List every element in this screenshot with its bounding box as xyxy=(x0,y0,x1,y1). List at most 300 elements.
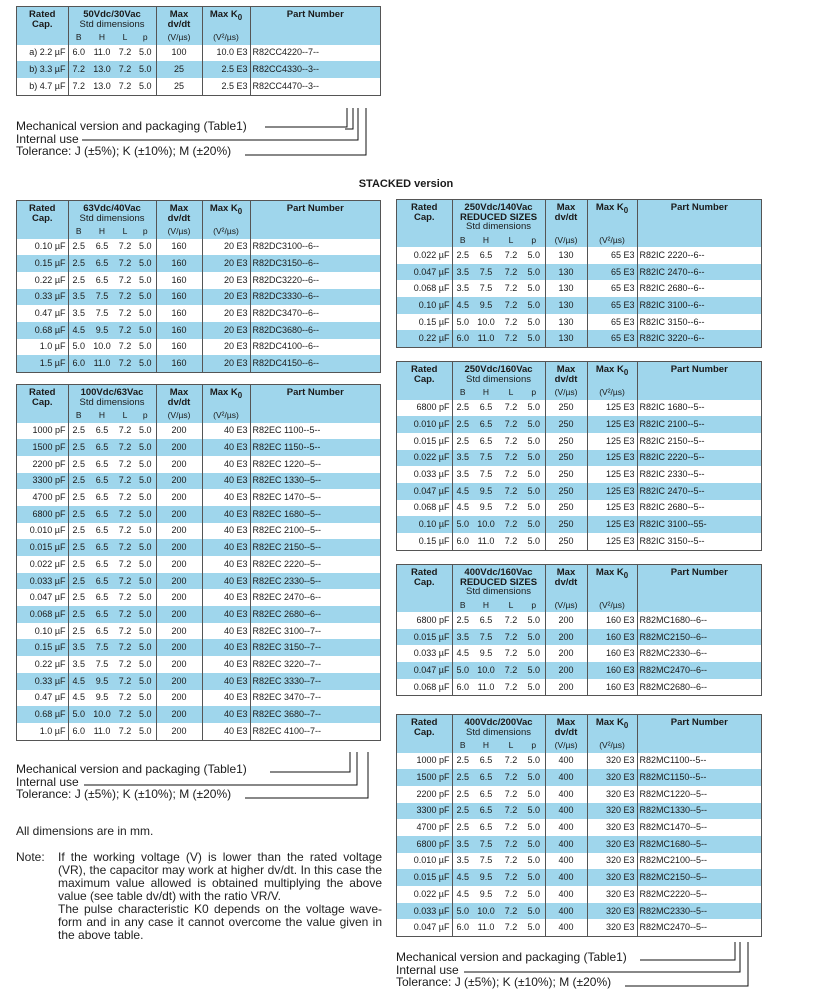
table-cell: 320 E3 xyxy=(587,886,637,903)
table-cell: 40 E3 xyxy=(202,690,250,707)
table-row xyxy=(397,314,761,331)
table-cell: 7.2 xyxy=(499,450,523,467)
table-cell: 130 xyxy=(545,247,587,264)
table-cell: 2.5 xyxy=(68,473,89,490)
table-cell: 7.2 xyxy=(115,523,135,540)
table-cell: 5.0 xyxy=(523,533,545,550)
table-cell: 250 xyxy=(545,516,587,533)
table-cell: 1.0 µF xyxy=(17,339,68,356)
table-cell: 10.0 E3 xyxy=(202,45,250,62)
table-cell: 6.5 xyxy=(89,573,115,590)
table-cell: 200 xyxy=(156,589,202,606)
table-cell: 7.2 xyxy=(115,439,135,456)
table-cell: 7.5 xyxy=(473,836,499,853)
table-cell: 5.0 xyxy=(135,690,156,707)
table-cell: 20 E3 xyxy=(202,239,250,256)
table-cell: R82EC 1330--5-- xyxy=(250,473,380,490)
table-400v: Rated Cap. 400Vdc/200Vac Std dimensions Max dv/dt Max $K_0$ Part Number B H L p (V/µs) (V²/µs) 1000 pF 2.5 6.5 7.2 5.0 400 320 E3 R82MC1100--5-- 1500 pF 2.5 6.5 7.2 5.0 400 320 E3 R82MC1150--5-- 2200 pF 2.5 6.5 7.2 5.0 400 320 E3 R82MC1220--5-- 3300 pF 2.5 6.5 7.2 5.0 400 320 E3 R82MC1330--5-- 4700 pF 2.5 6.5 7.2 5.0 400 320 E3 R82MC1470--5-- 6800 pF 3.5 7.5 7.2 5.0 400 320 E3 R82MC1680--5-- 0.010 µF 3.5 7.5 7.2 5.0 400 320 E3 R82MC2100--5-- 0.015 µF 4.5 9.5 7.2 5.0 400 320 E3 R82MC2150--5-- 0.022 µF 4.5 9.5 7.2 5.0 400 320 E3 R82MC2220--5-- 0.033 µF 5.0 10.0 7.2 5.0 400 320 E3 R82MC2330--5-- 0.047 µF 6.0 11.0 7.2 5.0 400 320 E3 R82MC2470--5-- xyxy=(396,714,762,937)
section-caption: STACKED version xyxy=(358,178,454,190)
table-cell: 6.5 xyxy=(89,423,115,440)
table-cell: 5.0 xyxy=(135,355,156,372)
table-cell: R82EC 2150--5-- xyxy=(250,539,380,556)
table-cell: 2.5 xyxy=(68,556,89,573)
table-cell: 7.2 xyxy=(115,322,135,339)
table-cell: 200 xyxy=(156,573,202,590)
table-cell: 7.2 xyxy=(499,533,523,550)
table-row xyxy=(17,673,380,690)
table-cell: 7.5 xyxy=(89,656,115,673)
table-row xyxy=(397,450,761,467)
table-cell: 200 xyxy=(545,662,587,679)
table-row xyxy=(17,489,380,506)
table-cell: 40 E3 xyxy=(202,523,250,540)
table-cell: 7.2 xyxy=(499,466,523,483)
table-cell: 3.5 xyxy=(68,639,89,656)
table-cell: R82EC 2470--6-- xyxy=(250,589,380,606)
table-cell: 5.0 xyxy=(135,489,156,506)
table-cell: 5.0 xyxy=(135,673,156,690)
table-cell: 7.2 xyxy=(115,589,135,606)
table-cell: 7.2 xyxy=(499,612,523,629)
table-cell: 200 xyxy=(156,489,202,506)
table-cell: 7.2 xyxy=(115,239,135,256)
table-cell: 5.0 xyxy=(523,483,545,500)
table-row xyxy=(17,706,380,723)
table-row xyxy=(397,786,761,803)
table-cell: R82IC 3150--6-- xyxy=(637,314,761,331)
table-cell: 160 xyxy=(156,355,202,372)
table-cell: 2.5 xyxy=(452,803,473,820)
table-cell: 6.5 xyxy=(89,439,115,456)
table-row xyxy=(17,423,380,440)
table-row xyxy=(17,606,380,623)
table-cell: R82EC 3330--7-- xyxy=(250,673,380,690)
table-cell: 0.47 µF xyxy=(17,690,68,707)
table-cell: 160 E3 xyxy=(587,662,637,679)
table-cell: 5.0 xyxy=(135,289,156,306)
table-cell: 5.0 xyxy=(135,706,156,723)
table-cell: 5.0 xyxy=(68,706,89,723)
legend-middle: Mechanical version and packaging (Table1) Internal use Tolerance: J (±5%); K (±10%); M (±20%) xyxy=(16,762,247,801)
table-cell: R82IC 2150--5-- xyxy=(637,433,761,450)
table-cell: 7.2 xyxy=(499,247,523,264)
table-cell: R82MC1680--5-- xyxy=(637,836,761,853)
table-cell: 3.5 xyxy=(452,853,473,870)
table-cell: 7.5 xyxy=(473,264,499,281)
table-cell: R82DC3220--6-- xyxy=(250,272,380,289)
table-cell: 4.5 xyxy=(68,322,89,339)
table-cell: 6.5 xyxy=(473,803,499,820)
table-cell: 2.5 xyxy=(452,416,473,433)
table-cell: 5.0 xyxy=(135,322,156,339)
table-cell: 6.5 xyxy=(473,786,499,803)
table-cell: 7.2 xyxy=(499,400,523,417)
table-cell: 2.5 xyxy=(68,423,89,440)
table-cell: 2.5 xyxy=(68,456,89,473)
table-cell: 5.0 xyxy=(135,623,156,640)
table-row xyxy=(397,533,761,550)
table-cell: 7.2 xyxy=(115,723,135,740)
table-cell: 7.2 xyxy=(115,355,135,372)
table-cell: 125 E3 xyxy=(587,466,637,483)
table-cell: 6.0 xyxy=(68,723,89,740)
table-cell: R82EC 1220--5-- xyxy=(250,456,380,473)
table-cell: R82EC 3680--7-- xyxy=(250,706,380,723)
table-cell: 5.0 xyxy=(523,400,545,417)
table-row xyxy=(17,473,380,490)
table-cell: R82IC 3100--6-- xyxy=(637,297,761,314)
table-cell: R82IC 2680--6-- xyxy=(637,280,761,297)
table-cell: 200 xyxy=(156,690,202,707)
table-cell: 7.2 xyxy=(115,639,135,656)
table-cell: 7.2 xyxy=(499,645,523,662)
note-text: If the working voltage (V) is lower than the rated voltage (VR), the capacitor may work at higher dv/dt. In this case the maximum value allowed is obtained multiplying the above value (see table dv/dt) with the ratio VR/V. The pulse characteristic K0 depends on the voltage wave-form and in any case it cannot overcome the value given in the above table. xyxy=(58,850,382,942)
table-cell: 6.0 xyxy=(68,45,89,62)
table-row xyxy=(397,819,761,836)
table-cell: 65 E3 xyxy=(587,297,637,314)
table-cell: 7.2 xyxy=(499,662,523,679)
table-cell: 7.2 xyxy=(499,483,523,500)
table-cell: 7.2 xyxy=(115,289,135,306)
table-cell: 200 xyxy=(545,612,587,629)
table-cell: R82EC 1100--5-- xyxy=(250,423,380,440)
table-cell: 400 xyxy=(545,836,587,853)
table-cell: 5.0 xyxy=(523,500,545,517)
table-cell: 400 xyxy=(545,869,587,886)
table-cell: 11.0 xyxy=(473,533,499,550)
table-cell: 7.2 xyxy=(115,690,135,707)
table-cell: 7.2 xyxy=(68,78,89,95)
table-cell: 200 xyxy=(156,456,202,473)
table-row xyxy=(17,289,380,306)
table-cell: 6.5 xyxy=(89,606,115,623)
table-cell: 200 xyxy=(156,523,202,540)
table-cell: 0.68 µF xyxy=(17,706,68,723)
table-cell: 5.0 xyxy=(135,339,156,356)
table-cell: 20 E3 xyxy=(202,255,250,272)
table-cell: 200 xyxy=(156,623,202,640)
table-row xyxy=(397,433,761,450)
table-cell: 160 E3 xyxy=(587,645,637,662)
table-cell: 7.2 xyxy=(115,78,135,95)
table-cell: 200 xyxy=(545,645,587,662)
table-cell: 7.2 xyxy=(499,433,523,450)
table-cell: 40 E3 xyxy=(202,556,250,573)
table-cell: 200 xyxy=(156,723,202,740)
table-cell: 130 xyxy=(545,330,587,347)
table-cell: 5.0 xyxy=(523,416,545,433)
table-cell: 2.5 xyxy=(68,439,89,456)
table-cell: 200 xyxy=(156,439,202,456)
dims-note: All dimensions are in mm. xyxy=(16,824,154,838)
table-cell: 2.5 xyxy=(68,272,89,289)
table-cell: 7.2 xyxy=(499,869,523,886)
table-cell: 0.010 µF xyxy=(397,416,452,433)
table-row xyxy=(397,516,761,533)
table-cell: 320 E3 xyxy=(587,769,637,786)
table-cell: 0.22 µF xyxy=(17,272,68,289)
table-cell: 2.5 xyxy=(452,769,473,786)
table-row xyxy=(17,272,380,289)
table-cell: 4.5 xyxy=(452,645,473,662)
table-cell: 200 xyxy=(156,673,202,690)
table-cell: 7.2 xyxy=(499,836,523,853)
table-cell: 7.5 xyxy=(473,466,499,483)
table-cell: 1.5 µF xyxy=(17,355,68,372)
table-cell: 7.2 xyxy=(499,919,523,936)
table-cell: 10.0 xyxy=(473,314,499,331)
table-cell: 11.0 xyxy=(473,330,499,347)
table-cell: 20 E3 xyxy=(202,355,250,372)
table-cell: 7.2 xyxy=(115,539,135,556)
table-cell: R82MC2150--6-- xyxy=(637,629,761,646)
table-row xyxy=(17,322,380,339)
table-cell: R82IC 3100--55- xyxy=(637,516,761,533)
table-cell: 250 xyxy=(545,483,587,500)
table-cell: R82EC 3470--7-- xyxy=(250,690,380,707)
table-cell: 7.2 xyxy=(499,500,523,517)
table-cell: 7.2 xyxy=(499,803,523,820)
table-cell: 10.0 xyxy=(473,903,499,920)
table-cell: 7.2 xyxy=(115,489,135,506)
table-cell: 7.2 xyxy=(499,516,523,533)
table-cell: 6.5 xyxy=(89,272,115,289)
table-cell: 7.2 xyxy=(499,416,523,433)
table-cell: 2.5 xyxy=(68,489,89,506)
table-cell: 6800 pF xyxy=(397,612,452,629)
table-cell: 4.5 xyxy=(452,869,473,886)
table-cell: 2200 pF xyxy=(17,456,68,473)
table-cell: 5.0 xyxy=(523,803,545,820)
table-cell: 200 xyxy=(156,706,202,723)
table-cell: R82DC3150--6-- xyxy=(250,255,380,272)
table-cell: 40 E3 xyxy=(202,573,250,590)
table-cell: 40 E3 xyxy=(202,423,250,440)
table-cell: 5.0 xyxy=(523,314,545,331)
table-cell: R82IC 2680--5-- xyxy=(637,500,761,517)
table-cell: 250 xyxy=(545,450,587,467)
table-cell: 7.2 xyxy=(68,61,89,78)
table-cell: R82MC2220--5-- xyxy=(637,886,761,903)
table-cell: 0.022 µF xyxy=(397,247,452,264)
table-cell: 6.5 xyxy=(473,400,499,417)
table-cell: R82IC 2100--5-- xyxy=(637,416,761,433)
table-cell: 125 E3 xyxy=(587,450,637,467)
table-cell: 200 xyxy=(156,506,202,523)
table-cell: 400 xyxy=(545,903,587,920)
table-cell: 7.5 xyxy=(89,289,115,306)
table-cell: 400 xyxy=(545,886,587,903)
table-cell: 320 E3 xyxy=(587,803,637,820)
table-cell: 320 E3 xyxy=(587,919,637,936)
table-cell: 2.5 xyxy=(68,539,89,556)
table-cell: 3.5 xyxy=(68,289,89,306)
table-row xyxy=(17,589,380,606)
table-cell: 2.5 xyxy=(68,239,89,256)
table-cell: 9.5 xyxy=(473,645,499,662)
table-row xyxy=(17,255,380,272)
table-cell: 7.2 xyxy=(499,679,523,696)
table-cell: 5.0 xyxy=(452,314,473,331)
table-cell: 5.0 xyxy=(523,433,545,450)
table-cell: 7.2 xyxy=(499,330,523,347)
table-cell: 6.0 xyxy=(452,533,473,550)
table-row xyxy=(397,400,761,417)
table-cell: 6.5 xyxy=(473,612,499,629)
table-cell: 65 E3 xyxy=(587,330,637,347)
table-cell: 0.33 µF xyxy=(17,289,68,306)
table-cell: 2.5 xyxy=(68,589,89,606)
table-cell: 0.047 µF xyxy=(397,919,452,936)
table-row xyxy=(17,523,380,540)
table-cell: 13.0 xyxy=(89,78,115,95)
table-cell: 5.0 xyxy=(452,516,473,533)
table-cell: 5.0 xyxy=(523,679,545,696)
table-cell: R82IC 3150--5-- xyxy=(637,533,761,550)
table-cell: 7.2 xyxy=(499,786,523,803)
table-cell: 11.0 xyxy=(473,919,499,936)
table-cell: 7.2 xyxy=(499,297,523,314)
table-cell: 0.047 µF xyxy=(397,264,452,281)
table-cell: 7.2 xyxy=(499,769,523,786)
table-cell: 20 E3 xyxy=(202,305,250,322)
table-cell: 5.0 xyxy=(135,78,156,95)
table-cell: 65 E3 xyxy=(587,314,637,331)
table-cell: 5.0 xyxy=(135,272,156,289)
table-cell: R82MC2100--5-- xyxy=(637,853,761,870)
table-cell: 5.0 xyxy=(523,516,545,533)
table-cell: 7.2 xyxy=(115,255,135,272)
table-row xyxy=(397,330,761,347)
table-cell: 3.5 xyxy=(68,305,89,322)
table-cell: 125 E3 xyxy=(587,433,637,450)
table-cell: R82MC1680--6-- xyxy=(637,612,761,629)
table-cell: 7.2 xyxy=(115,573,135,590)
table-cell: R82IC 2470--5-- xyxy=(637,483,761,500)
table-cell: 130 xyxy=(545,280,587,297)
table-row xyxy=(397,280,761,297)
table-row xyxy=(397,483,761,500)
table-cell: 6.0 xyxy=(452,919,473,936)
table-cell: 250 xyxy=(545,533,587,550)
table-cell: 10.0 xyxy=(89,706,115,723)
table-row xyxy=(397,500,761,517)
table-row xyxy=(17,339,380,356)
table-cell: 40 E3 xyxy=(202,723,250,740)
table-cell: 5.0 xyxy=(523,629,545,646)
table-cell: R82EC 2100--5-- xyxy=(250,523,380,540)
table-cell: 9.5 xyxy=(473,297,499,314)
table-cell: 5.0 xyxy=(135,723,156,740)
table-cell: 5.0 xyxy=(135,539,156,556)
table-cell: R82DC3100--6-- xyxy=(250,239,380,256)
table-cell: 200 xyxy=(156,556,202,573)
table-cell: 4.5 xyxy=(68,673,89,690)
table-row xyxy=(17,355,380,372)
table-cell: 125 E3 xyxy=(587,483,637,500)
table-cell: 2.5 xyxy=(68,573,89,590)
table-cell: 65 E3 xyxy=(587,247,637,264)
table-cell: 5.0 xyxy=(523,819,545,836)
table-100v: Rated Cap. 100Vdc/63Vac Std dimensions Max dv/dt Max $K_0$ Part Number B H L p (V/µs) (V²/µs) 1000 pF 2.5 6.5 7.2 5.0 200 40 E3 R82EC 1100--5-- 1500 pF 2.5 6.5 7.2 5.0 200 40 E3 R82EC 1150--5-- 2200 pF 2.5 6.5 7.2 5.0 200 40 E3 R82EC 1220--5-- 3300 pF 2.5 6.5 7.2 5.0 200 40 E3 R82EC 1330--5-- 4700 pF 2.5 6.5 7.2 5.0 200 40 E3 R82EC 1470--5-- 6800 pF 2.5 6.5 7.2 5.0 200 40 E3 R82EC 1680--5-- 0.010 µF 2.5 6.5 7.2 5.0 200 40 E3 R82EC 2100--5-- 0.015 µF 2.5 6.5 7.2 5.0 200 40 E3 R82EC 2150--5-- 0.022 µF 2.5 6.5 7.2 5.0 200 40 E3 R82EC 2220--5-- 0.033 µF 2.5 6.5 7.2 5.0 200 40 E3 R82EC 2330--5-- 0.047 µF 2.5 6.5 7.2 5.0 200 40 E3 R82EC 2470--6-- 0.068 µF 2.5 6.5 7.2 5.0 200 40 E3 R82EC 2680--6-- 0.10 µF 2.5 6.5 7.2 5.0 200 40 E3 R82EC 3100--7-- 0.15 µF 3.5 7.5 7.2 5.0 200 40 E3 R82EC 3150--7-- 0.22 µF 3.5 7.5 7.2 5.0 200 40 E3 R82EC 3220--7-- 0.33 µF 4.5 9.5 7.2 5.0 200 40 E3 R82EC 3330--7-- 0.47 µF 4.5 9.5 7.2 5.0 200 40 E3 R82EC 3470--7-- 0.68 µF 5.0 10.0 7.2 5.0 200 40 E3 R82EC 3680--7-- 1.0 µF 6.0 11.0 7.2 5.0 200 40 E3 R82EC 4100--7-- xyxy=(16,384,381,741)
table-row xyxy=(397,466,761,483)
table-cell: 0.47 µF xyxy=(17,305,68,322)
table-cell: 6.5 xyxy=(89,523,115,540)
table-cell: 3.5 xyxy=(452,629,473,646)
table-cell: 7.2 xyxy=(115,706,135,723)
table-cell: 7.2 xyxy=(499,264,523,281)
table-cell: 7.2 xyxy=(115,506,135,523)
table-cell: 125 E3 xyxy=(587,500,637,517)
table-cell: 6.5 xyxy=(473,819,499,836)
table-row xyxy=(17,61,380,78)
table-cell: 400 xyxy=(545,769,587,786)
table-cell: 0.10 µF xyxy=(397,516,452,533)
table-cell: 5.0 xyxy=(523,753,545,770)
table-row xyxy=(397,612,761,629)
table-cell: 6.5 xyxy=(89,456,115,473)
table-cell: 3.5 xyxy=(452,466,473,483)
table-cell: 7.2 xyxy=(115,423,135,440)
table-cell: 2.5 E3 xyxy=(202,78,250,95)
table-cell: 5.0 xyxy=(135,305,156,322)
table-400v-reduced: Rated Cap. 400Vdc/160Vac REDUCED SIZES Std dimensions Max dv/dt Max $K_0$ Part Number B H L p (V/µs) (V²/µs) 6800 pF 2.5 6.5 7.2 5.0 200 160 E3 R82MC1680--6-- 0.015 µF 3.5 7.5 7.2 5.0 200 160 E3 R82MC2150--6-- 0.033 µF 4.5 9.5 7.2 5.0 200 160 E3 R82MC2330--6-- 0.047 µF 5.0 10.0 7.2 5.0 200 160 E3 R82MC2470--6-- 0.068 µF 6.0 11.0 7.2 5.0 200 160 E3 R82MC2680--6-- xyxy=(396,564,762,696)
table-cell: 6.5 xyxy=(89,556,115,573)
table-cell: 5.0 xyxy=(135,639,156,656)
table-cell: 7.2 xyxy=(115,623,135,640)
table-cell: 5.0 xyxy=(135,606,156,623)
table-cell: 160 E3 xyxy=(587,629,637,646)
table-cell: 2.5 xyxy=(68,606,89,623)
table-cell: 11.0 xyxy=(89,355,115,372)
table-row xyxy=(17,456,380,473)
note-label: Note: xyxy=(16,850,45,864)
table-cell: 160 xyxy=(156,272,202,289)
table-cell: 4.5 xyxy=(452,500,473,517)
table-cell: 0.15 µF xyxy=(397,533,452,550)
table-cell: R82DC4100--6-- xyxy=(250,339,380,356)
table-cell: 25 xyxy=(156,61,202,78)
table-cell: 6.0 xyxy=(452,330,473,347)
table-cell: 10.0 xyxy=(473,516,499,533)
table-cell: R82EC 3150--7-- xyxy=(250,639,380,656)
table-cell: 20 E3 xyxy=(202,272,250,289)
table-cell: R82IC 3220--6-- xyxy=(637,330,761,347)
table-cell: 7.2 xyxy=(499,753,523,770)
table-cell: 100 xyxy=(156,45,202,62)
table-cell: 6.5 xyxy=(473,769,499,786)
table-cell: 9.5 xyxy=(473,886,499,903)
table-cell: 160 E3 xyxy=(587,612,637,629)
table-row xyxy=(397,886,761,903)
table-row xyxy=(17,656,380,673)
table-cell: R82DC3330--6-- xyxy=(250,289,380,306)
table-cell: 5.0 xyxy=(135,656,156,673)
table-cell: 7.2 xyxy=(499,903,523,920)
table-cell: R82MC2330--6-- xyxy=(637,645,761,662)
table-cell: R82EC 2680--6-- xyxy=(250,606,380,623)
table-cell: 2.5 xyxy=(452,612,473,629)
table-cell: 5.0 xyxy=(135,523,156,540)
table-cell: R82CC4330--3-- xyxy=(250,61,380,78)
table-cell: 5.0 xyxy=(135,556,156,573)
table-cell: 5.0 xyxy=(523,836,545,853)
table-cell: 40 E3 xyxy=(202,506,250,523)
table-cell: 250 xyxy=(545,433,587,450)
table-cell: 4700 pF xyxy=(17,489,68,506)
table-cell: 4.5 xyxy=(452,297,473,314)
table-cell: 6.5 xyxy=(89,589,115,606)
